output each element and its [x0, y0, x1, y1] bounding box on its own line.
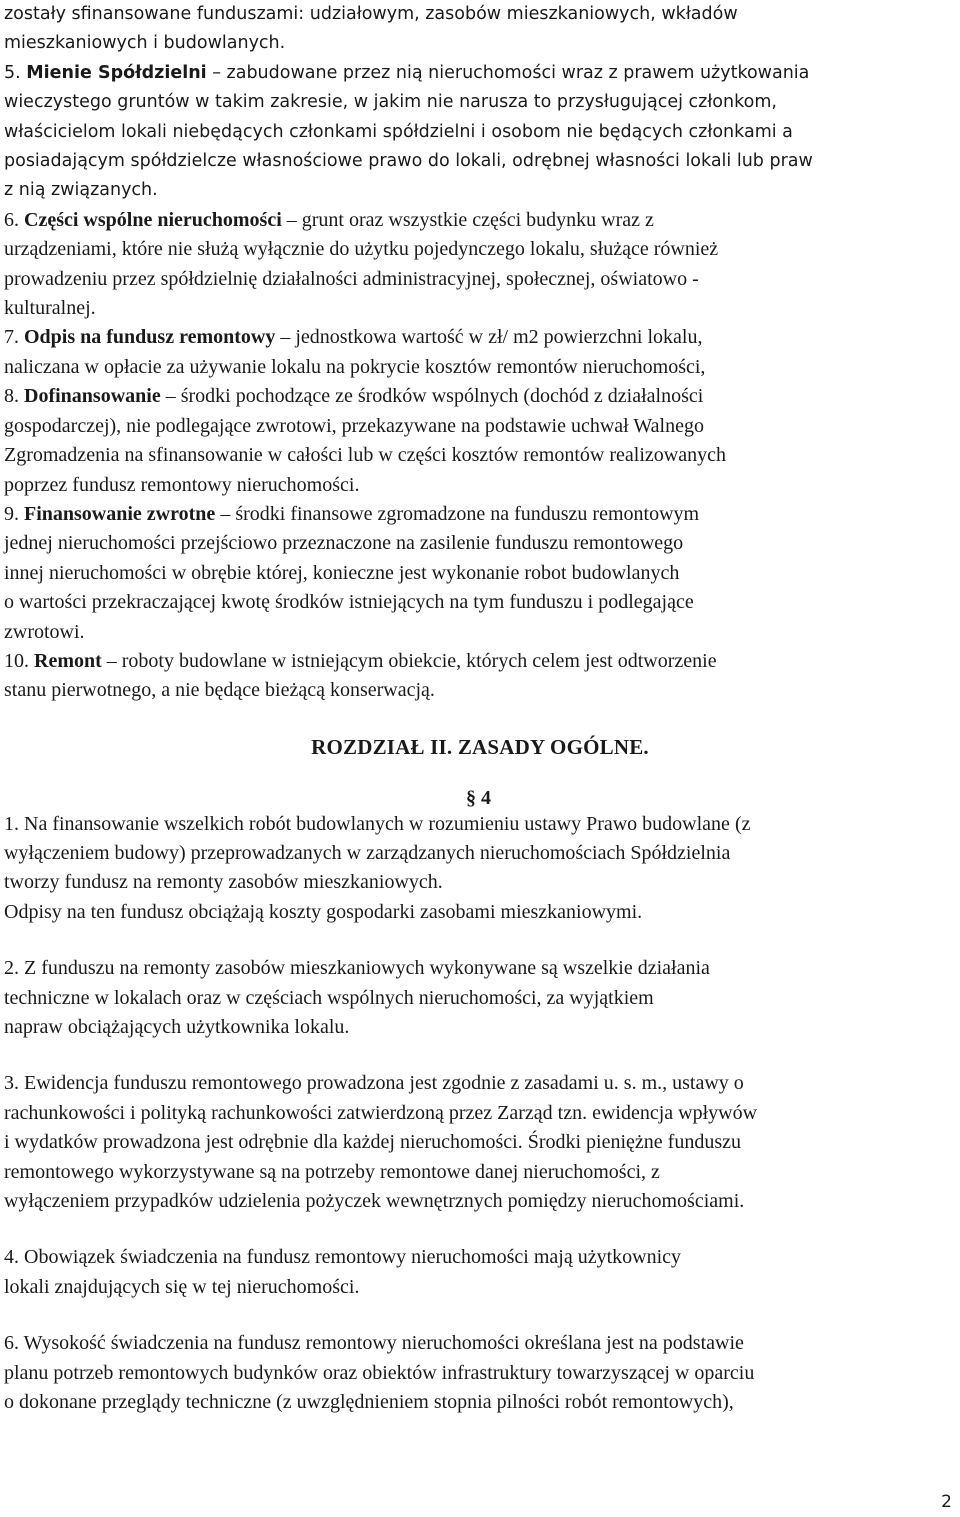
text-line: techniczne w lokalach oraz w częściach wspólnych nieruchomości, za wyjątkiem [4, 986, 654, 1009]
text-line: i wydatków prowadzona jest odrębnie dla każdej nieruchomości. Środki pieniężne funduszu [4, 1131, 742, 1154]
text-line: prowadzeniu przez spółdzielnię działalności administracyjnej, społecznej, oświatowo - [4, 267, 699, 290]
text-line: innej nieruchomości w obrębie której, konieczne jest wykonanie robot budowlanych [4, 561, 680, 584]
clause-1 [4, 810, 956, 928]
text-line: właścicielom lokali niebędących członkami spółdzielni i osobom nie będących członkami a [4, 121, 793, 142]
definition-7 [4, 323, 956, 382]
text-line: 2. Z funduszu na remonty zasobów mieszkaniowych wykonywane są wszelkie działania [4, 957, 710, 980]
definition-term: Odpis na fundusz remontowy [24, 326, 276, 349]
definition-10 [4, 647, 956, 706]
text-line: rachunkowości i polityką rachunkowości zatwierdzoną przez Zarząd tzn. ewidencja wpływów [4, 1101, 758, 1124]
definition-number: 8. [4, 385, 24, 408]
text-line: naliczana w opłacie za używanie lokalu na pokrycie kosztów remontów nieruchomości, [4, 355, 706, 378]
definition-5 [4, 59, 956, 206]
text-line: 1. Na finansowanie wszelkich robót budowlanych w rozumieniu ustawy Prawo budowlane (z [4, 812, 751, 835]
text-line: Zgromadzenia na sfinansowanie w całości lub w części kosztów remontów realizowanych [4, 444, 726, 467]
text-line: zostały sfinansowane funduszami: udziałowym, zasobów mieszkaniowych, wkładów [4, 4, 738, 24]
chapter-heading: ROZDZIAŁ II. ZASADY OGÓLNE. [311, 734, 649, 759]
text-line: gospodarczej), nie podlegające zwrotowi, przekazywane na podstawie uchwał Walnego [4, 414, 704, 437]
text-line: Odpisy na ten fundusz obciążają koszty gospodarki zasobami mieszkaniowymi. [4, 900, 643, 923]
text-line: planu potrzeb remontowych budynków oraz obiektów infrastruktury towarzyszącej w oparciu [4, 1361, 755, 1384]
definition-6 [4, 206, 956, 324]
definition-8 [4, 382, 956, 500]
text-line: zwrotowi. [4, 620, 85, 643]
text-line: urządzeniami, które nie służą wyłącznie do użytku pojedynczego lokalu, służące również [4, 238, 719, 261]
definition-text: – roboty budowlane w istniejącym obiekcie, których celem jest odtworzenie [101, 649, 717, 672]
text-line: mieszkaniowych i budowlanych. [4, 33, 286, 54]
clause-3 [4, 1069, 956, 1216]
intro-paragraph [4, 0, 956, 59]
definition-term: Remont [34, 649, 102, 672]
definition-term: Części wspólne nieruchomości [24, 208, 282, 231]
text-line: 6. Wysokość świadczenia na fundusz remontowy nieruchomości określana jest na podstawie [4, 1332, 744, 1355]
text-line: poprzez fundusz remontowy nieruchomości. [4, 473, 360, 496]
text-line: 4. Obowiązek świadczenia na fundusz remontowy nieruchomości mają użytkownicy [4, 1246, 682, 1269]
text-line: z nią związanych. [4, 180, 158, 201]
section-mark: § 4 [466, 787, 491, 810]
text-line: tworzy fundusz na remonty zasobów mieszkaniowych. [4, 871, 443, 894]
definition-text: – grunt oraz wszystkie części budynku wraz z [281, 208, 654, 231]
text-line: 3. Ewidencja funduszu remontowego prowadzona jest zgodnie z zasadami u. s. m., ustawy o [4, 1072, 744, 1095]
text-line: wyłączeniem przypadków udzielenia pożyczek wewnętrznych pomiędzy nieruchomościami. [4, 1190, 745, 1213]
clause-4 [4, 1243, 956, 1302]
definition-text: – jednostkowa wartość w zł/ m2 powierzchni lokalu, [275, 326, 703, 349]
definition-number: 5. [4, 62, 27, 83]
text-line: posiadającym spółdzielcze własnościowe prawo do lokali, odrębnej własności lokali lub praw [4, 151, 813, 172]
text-line: wyłączeniem budowy) przeprowadzanych w zarządzanych nieruchomościach Spółdzielnia [4, 841, 731, 864]
clause-2 [4, 954, 956, 1042]
text-line: remontowego wykorzystywane są na potrzeby remontowe danej nieruchomości, z [4, 1160, 660, 1183]
definition-number: 10. [4, 649, 34, 672]
definition-term: Mienie Spółdzielni [26, 62, 207, 83]
text-line: wieczystego gruntów w takim zakresie, w jakim nie narusza to przysługującej członkom, [4, 92, 777, 113]
definition-term: Finansowanie zwrotne [24, 502, 216, 525]
definition-number: 7. [4, 326, 24, 349]
definition-number: 6. [4, 208, 24, 231]
clause-6 [4, 1329, 956, 1417]
definition-text: – środki pochodzące ze środków wspólnych (dochód z działalności [160, 385, 704, 408]
page-number: 2 [941, 1492, 952, 1512]
text-line: o dokonane przeglądy techniczne (z uwzględnieniem stopnia pilności robót remontowych), [4, 1391, 734, 1414]
text-line: kulturalnej. [4, 297, 96, 320]
text-line: jednej nieruchomości przejściowo przeznaczone na zasilenie funduszu remontowego [4, 532, 684, 555]
text-line: lokali znajdujących się w tej nieruchomości. [4, 1275, 360, 1298]
text-line: stanu pierwotnego, a nie będące bieżącą konserwacją. [4, 679, 435, 702]
definition-9 [4, 500, 956, 647]
definition-term: Dofinansowanie [24, 385, 161, 408]
text-line: napraw obciążających użytkownika lokalu. [4, 1016, 350, 1038]
text-line: o wartości przekraczającej kwotę środków istniejących na tym funduszu i podlegające [4, 591, 694, 614]
definition-text: – zabudowane przez nią nieruchomości wraz z prawem użytkowania [206, 62, 810, 83]
definition-text: – środki finansowe zgromadzone na funduszu remontowym [215, 502, 700, 525]
definition-number: 9. [4, 502, 24, 525]
